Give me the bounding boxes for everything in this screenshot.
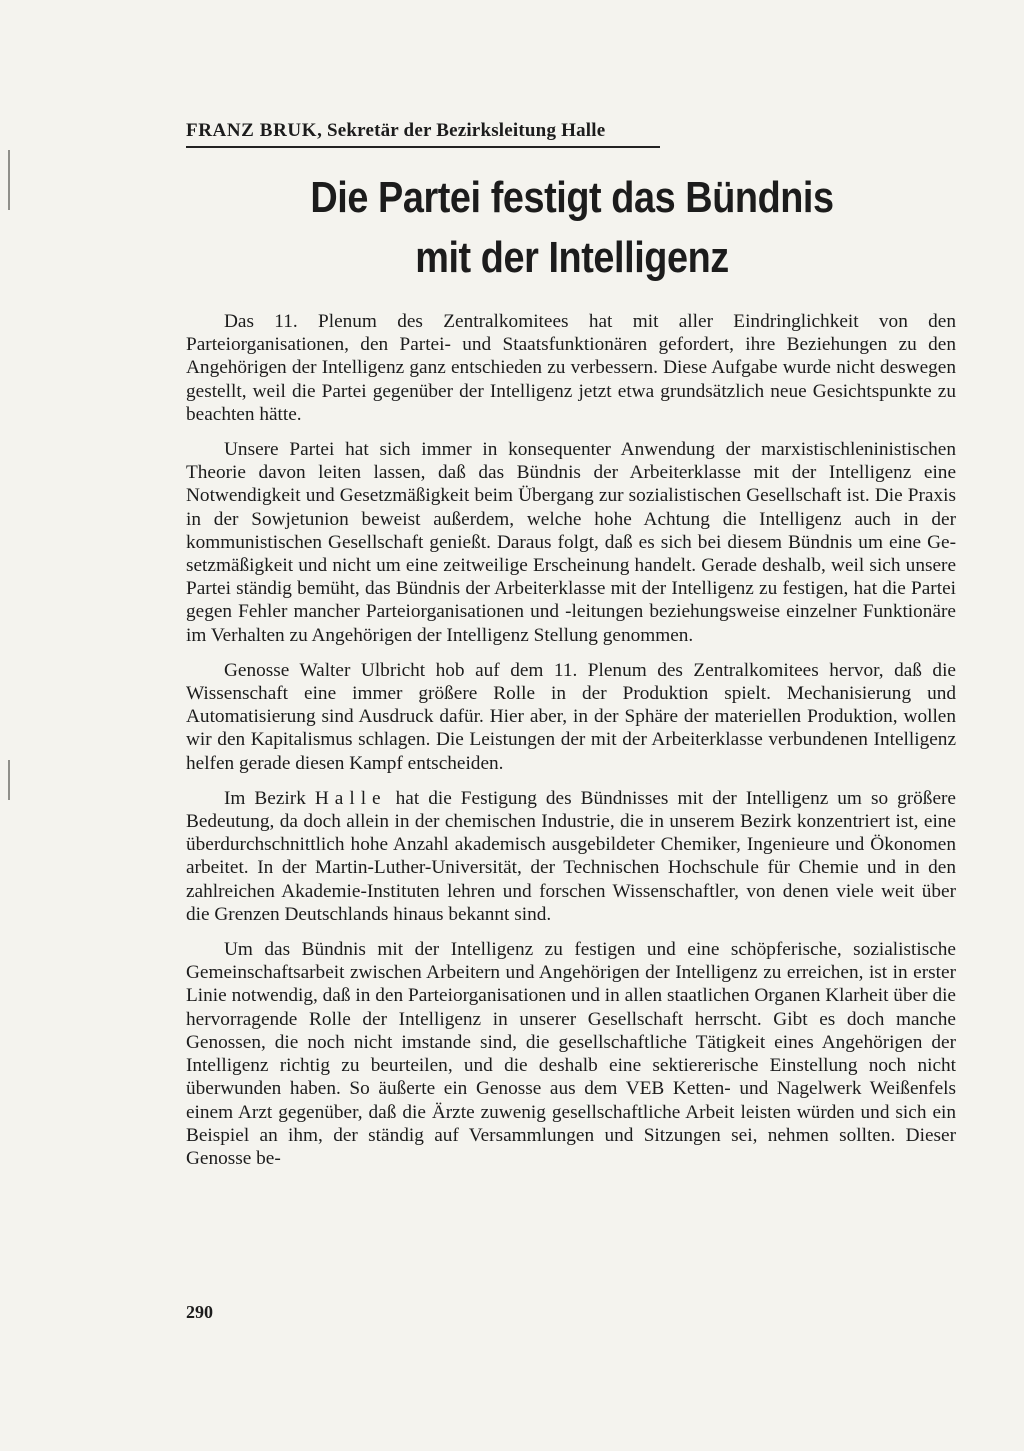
article-title [240, 168, 904, 288]
scan-edge-mark [8, 150, 10, 210]
paragraph-4-rest: hat die Festigung des Bündnisses mit der Intelligenz um so größere Bedeutung, da doch allein in der chemischen Industrie, die in unserem Bezirk konzentriert ist, eine überdurchschnittlich hohe Anzahl akademisch ausgebildeter Chemiker, Ingenieure und Ökonomen arbeitet. In der Martin-Luther-Universität, der Technischen Hochschule für Chemie und in den zahlreichen Akademie-Instituten lehren und forschen Wissenschaftler, von denen viele weit über die Grenzen Deutschlands hinaus bekannt sind. [186, 787, 956, 925]
byline-author: FRANZ BRUK [186, 120, 318, 141]
byline [186, 118, 660, 148]
paragraph-3: Genosse Walter Ulbricht hob auf dem 11. Plenum des Zentralkomitees hervor, daß die Wissenschaft eine immer größere Rolle in der Produktion spielt. Mechanisierung und Automatisierung sind Ausdruck dafür. Hier aber, in der Sphäre der materiellen Produktion, wollen wir den Kapitalismus schlagen. Die Leistungen der mit der Arbeiterklasse verbundenen Intelligenz helfen gerade diesen Kampf entscheiden. [186, 659, 956, 774]
paragraph-1: Das 11. Plenum des Zentralkomitees hat mit aller Eindringlichkeit von den Parteiorganisationen, den Partei- und Staatsfunktionären gefordert, ihre Beziehungen zu den Angehörigen der Intelligenz ganz entschieden zu verbessern. Diese Aufgabe wurde nicht deswegen gestellt, weil die Partei gegenüber der Intelligenz jetzt etwa grundsätzlich neue Gesichtspunkte zu beachten hätte. [186, 311, 956, 425]
paragraph-4-start: Im Bezirk [224, 787, 315, 809]
page-number: 290 [186, 1302, 213, 1322]
paragraph-4 [186, 787, 956, 926]
byline-role: , Sekretär der Bezirksleitung Halle [317, 120, 606, 141]
paragraph-2: Unsere Partei hat sich immer in konsequenter Anwendung der marxistischleninistischen Theorie davon leiten lassen, daß das Bündnis der Arbeiterklasse mit der Intelligenz eine Notwendigkeit und Gesetzmäßigkeit beim Übergang zur sozialistischen Gesellschaft ist. Die Praxis in der Sowjetunion beweist außerdem, welche hohe Achtung die Intelligenz auch in der kommunistischen Gesellschaft genießt. Daraus folgt, daß es sich bei diesem Bündnis um eine Gesetzmäßigkeit und nicht um eine zeitweilige Erscheinung handelt. Gerade deshalb, weil sich unsere Partei ständig bemüht, das Bündnis der Arbeiterklasse mit der Intelligenz zu festigen, hat die Partei gegen Fehler mancher Parteiorganisationen und -leitungen beziehungsweise einzelner Funktionäre im Verhalten zu Angehörigen der Intelligenz Stellung genommen. [186, 439, 956, 646]
paragraph-5: Um das Bündnis mit der Intelligenz zu festigen und eine schöpferische, sozialistische Gemeinschaftsarbeit zwischen Arbeitern und Angehörigen der Intelligenz zu erreichen, ist in erster Linie notwendig, daß in den Parteiorganisationen und in allen staatlichen Organen Klarheit über die hervorragende Rolle der Intelligenz in unserer Gesellschaft herrscht. Gibt es doch manche Genossen, die noch nicht imstande sind, die gesellschaftliche Tätigkeit eines Angehörigen der Intelligenz richtig zu beurteilen, und die deshalb eine sektiererische Einstellung noch nicht überwunden haben. So äußerte ein Genosse aus dem VEB Ketten- und Nagelwerk Weißenfels einem Arzt gegenüber, daß die Ärzte zuwenig gesellschaftliche Arbeit leisten würden und sich ein Beispiel an ihm, der ständig auf Versammlungen und Sitzungen sei, nehmen sollten. Dieser Genosse be- [186, 939, 956, 1169]
emphasized-place-name: Halle [314, 787, 387, 809]
scan-edge-mark [8, 760, 10, 800]
article-title-line-1: Die Partei festigt das Bündnis [310, 173, 834, 222]
article-title-line-2: mit der Intelligenz [415, 233, 729, 282]
article-body [186, 310, 956, 1182]
